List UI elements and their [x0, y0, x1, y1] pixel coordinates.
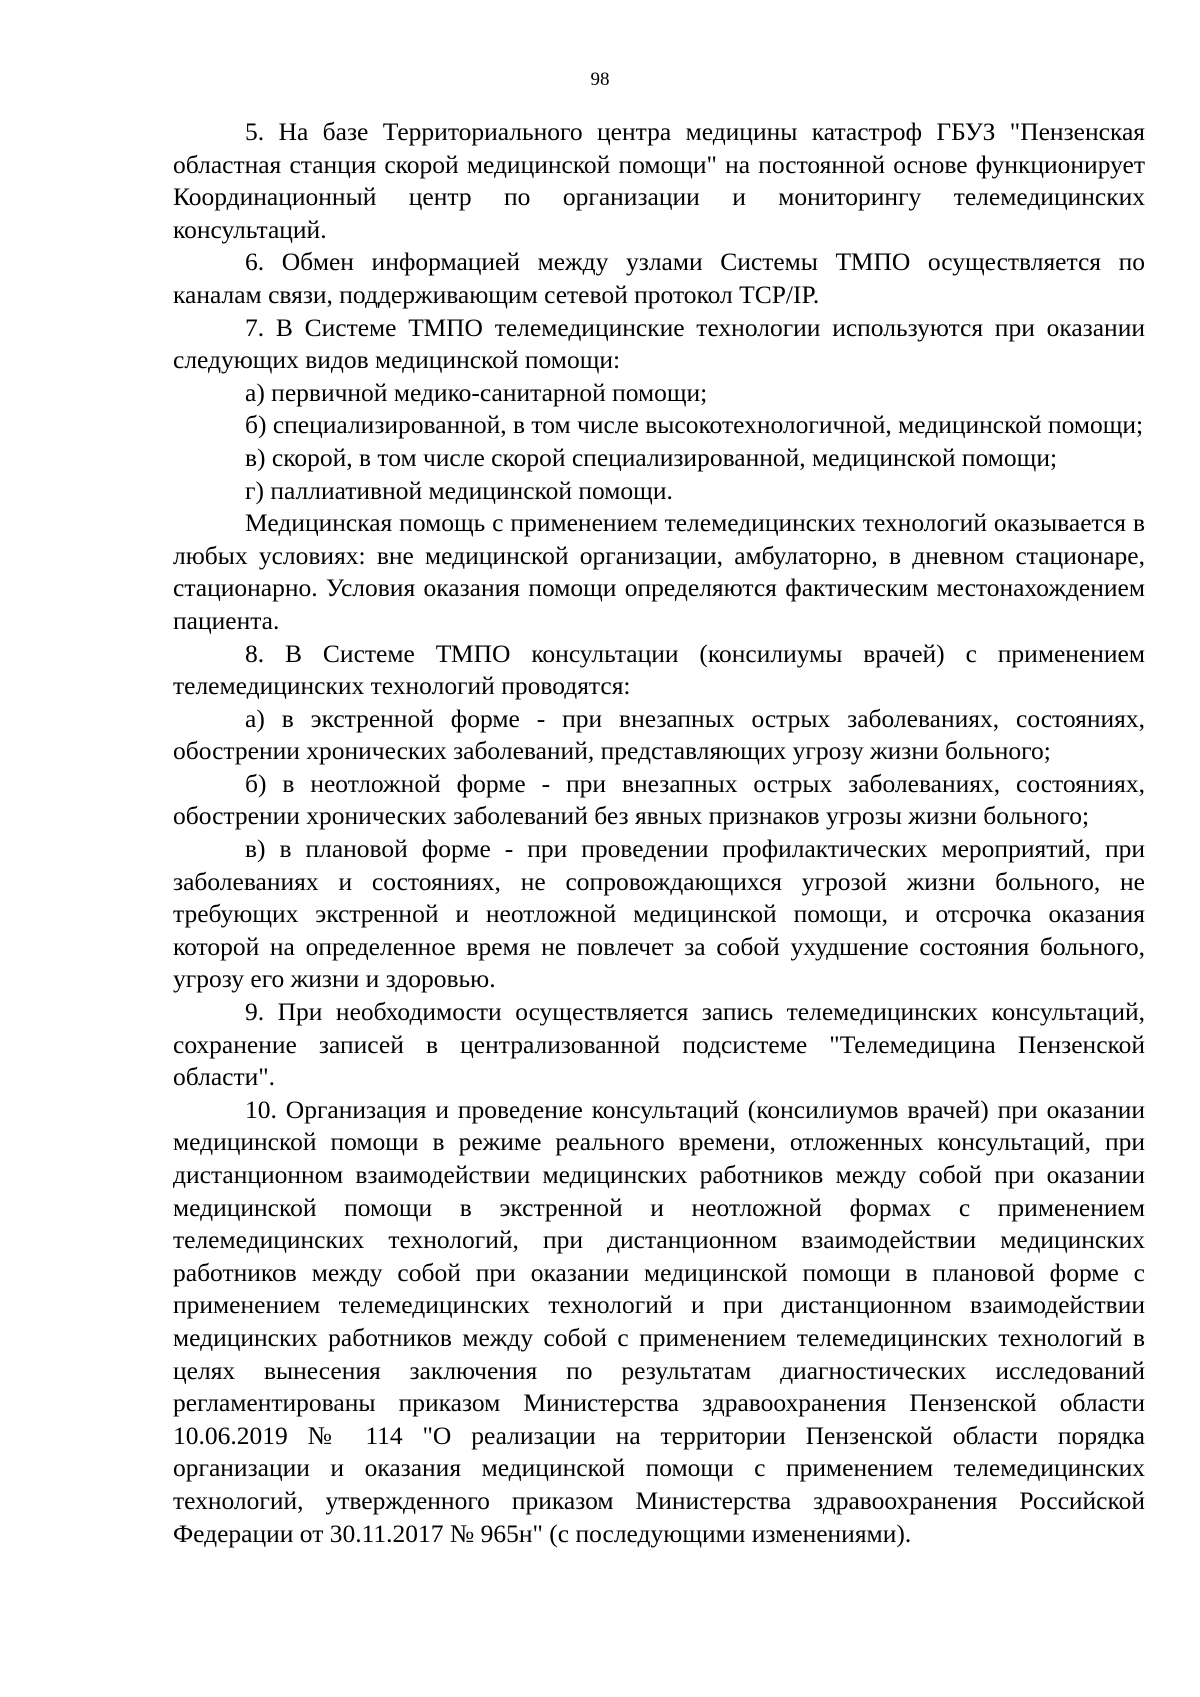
paragraph-care-conditions: Медицинская помощь с применением телемедицинских технологий оказывается в любых условиях: вне медицинской организации, амбулаторно, в дневном стационаре, стационарно. Условия оказания помощи определяются фактическим местонахождением пациента. [173, 508, 1145, 635]
paragraph-item-6-data-exchange: 6. Обмен информацией между узлами Системы ТМПО осуществляется по каналам связи, поддерживающим сетевой протокол TCP/IP. [173, 247, 1145, 309]
document-body [173, 116, 1145, 1550]
paragraph-item-8-consultations: 8. В Системе ТМПО консультации (консилиумы врачей) с применением телемедицинских технологий проводятся: [173, 638, 1145, 701]
list-item-urgent-form: б) в неотложной форме - при внезапных острых заболеваниях, состояниях, обострении хронических заболеваний без явных признаков угрозы жизни больного; [173, 768, 1145, 831]
list-item-emergency-care: в) скорой, в том числе скорой специализированной, медицинской помощи; [245, 442, 1058, 472]
list-item-specialized-care: б) специализированной, в том числе высокотехнологичной, медицинской помощи; [245, 410, 1144, 440]
list-item-emergency-form: а) в экстренной форме - при внезапных острых заболеваниях, состояниях, обострении хронических заболеваний, представляющих угрозу жизни больного; [173, 703, 1145, 766]
paragraph-item-5-territorial-center: 5. На базе Территориального центра медицины катастроф ГБУЗ "Пензенская областная станция скорой медицинской помощи" на постоянной основе функционирует Координационный центр по организации и мониторингу телемедицинских консультаций. [173, 117, 1145, 244]
list-item-palliative-care: г) паллиативной медицинской помощи. [245, 475, 673, 505]
list-item-primary-care: а) первичной медико-санитарной помощи; [245, 377, 708, 407]
paragraph-item-9-recording: 9. При необходимости осуществляется запись телемедицинских консультаций, сохранение записей в централизованной подсистеме "Телемедицина Пензенской области". [173, 997, 1145, 1092]
paragraph-item-10-regulation: 10. Организация и проведение консультаций (консилиумов врачей) при оказании медицинской помощи в режиме реального времени, отложенных консультаций, при дистанционном взаимодействии медицинских работников между собой при оказании медицинской помощи в экстренной и неотложной формах с применением телемедицинских технологий, при дистанционном взаимодействии медицинских работников между собой при оказании медицинской помощи в плановой форме с применением телемедицинских технологий и при дистанционном взаимодействии медицинских работников между собой с применением телемедицинских технологий в целях вынесения заключения по результатам диагностических исследований регламентированы приказом Министерства здравоохранения Пензенской области 10.06.2019 № 114 "О реализации на территории Пензенской области порядка организации и оказания медицинской помощи с применением телемедицинских технологий, утвержденного приказом Министерства здравоохранения Российской Федерации от 30.11.2017 № 965н" (с последующими изменениями). [173, 1094, 1145, 1548]
page-number: 98 [590, 69, 610, 90]
paragraph-item-7-care-types: 7. В Системе ТМПО телемедицинские технологии используются при оказании следующих видов медицинской помощи: [173, 312, 1145, 375]
list-item-planned-form: в) в плановой форме - при проведении профилактических мероприятий, при заболеваниях и состояниях, не сопровождающихся угрозой жизни больного, не требующих экстренной и неотложной медицинской помощи, и отсрочка оказания которой на определенное время не повлечет за собой ухудшение состояния больного, угрозу его жизни и здоровью. [173, 834, 1145, 994]
